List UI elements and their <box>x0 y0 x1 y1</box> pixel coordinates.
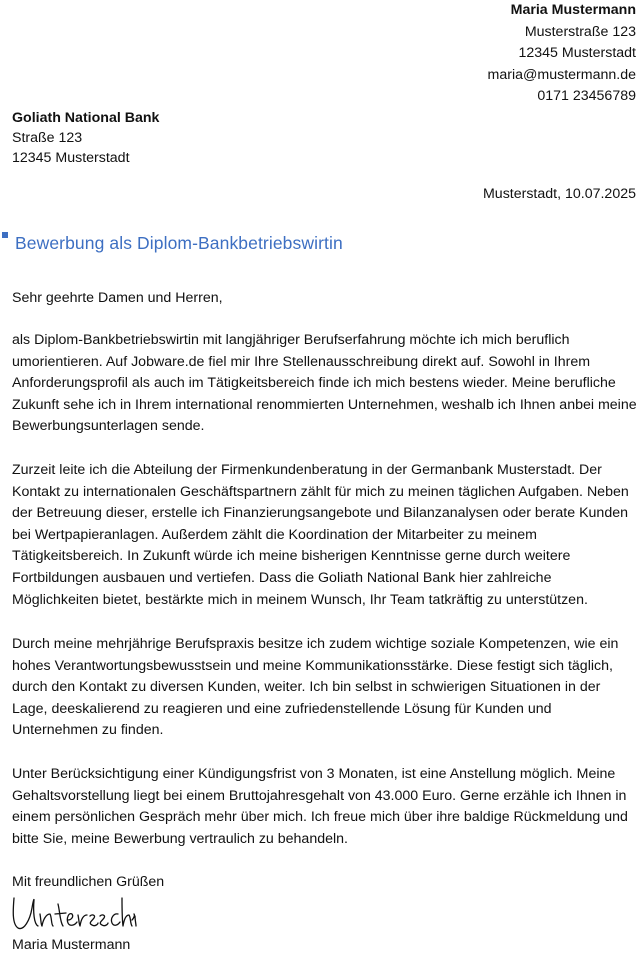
recipient-street: Straße 123 <box>12 130 83 146</box>
body-paragraph-3: Durch meine mehrjährige Berufspraxis besitze ich zudem wichtige soziale Kompetenzen, wie ein hohes Verantwortungsbewusstsein und meine Kommunikationsstärke. Diese festigt sich täglich, durch den Kontakt zu diversen Kunden, weiter. Ich bin selbst in schwierigen Situationen in der Lage, deeskalierend zu reagieren und eine zufriedenstellende Lösung für Kunden und Unternehmen zu finden. <box>12 636 619 739</box>
sender-name: Maria Mustermann <box>510 2 636 18</box>
body-paragraph-1: als Diplom-Bankbetriebswirtin mit langjähriger Berufserfahrung möchte ich mich beruflich umorientieren. Auf Jobware.de fiel mir Ihre Stellenausschreibung direkt auf. Sowohl in Ihrem Anforderungsprofil als auch im Tätigkeitsbereich finde ich mich bestens wieder. Meine berufliche Zukunft sehe ich in Ihrem international renommierten Unternehmen, weshalb ich Ihnen anbei meine Bewerbungsunterlagen sende. <box>12 332 637 435</box>
subject-marker <box>2 232 8 238</box>
recipient-address-block <box>12 108 159 168</box>
letter-subject: Bewerbung als Diplom-Bankbetriebswirtin <box>15 233 343 253</box>
recipient-city: 12345 Musterstadt <box>12 150 130 166</box>
sender-email: maria@mustermann.de <box>487 66 636 83</box>
sender-address-block <box>488 0 636 108</box>
closing-phrase: Mit freundlichen Grüßen <box>12 874 165 890</box>
body-paragraph-4: Unter Berücksichtigung einer Kündigungsfrist von 3 Monaten, ist eine Anstellung möglich. Meine Gehaltsvorstellung liegt bei einem Bruttojahresgehalt von 43.000 Euro. Gerne erzähle ich Ihnen in einem persönlichen Gespräch mehr über mich. Ich freue mich über ihre baldige Rückmeldung und bitte Sie, meine Bewerbung vertraulich zu behandeln. <box>12 766 628 847</box>
sender-street: Musterstraße 123 <box>524 23 636 40</box>
sender-city: 12345 Musterstadt <box>518 45 636 61</box>
handwritten-signature <box>8 890 138 936</box>
signer-name: Maria Mustermann <box>12 937 131 953</box>
salutation: Sehr geehrte Damen und Herren, <box>12 290 223 306</box>
recipient-bank-name: Goliath National Bank <box>12 110 160 126</box>
sender-phone: 0171 23456789 <box>537 88 636 104</box>
letter-date: Musterstadt, 10.07.2025 <box>482 186 636 202</box>
body-paragraph-2: Zurzeit leite ich die Abteilung der Firmenkundenberatung in der Germanbank Musterstadt. Der Kontakt zu internationalen Geschäftspartnern zählt für mich zu meinen täglichen Aufgaben. Neben der Betreuung dieser, erstelle ich Finanzierungsangebote und Bilanzanalysen oder berate Kunden bei Wertpapieranlagen. Außerdem zählt die Koordination der Mitarbeiter zu meinem Tätigkeitsbereich. In Zukunft würde ich meine bisherigen Kenntnisse gerne durch weitere Fortbildungen ausbauen und vertiefen. Dass die Goliath National Bank hier zahlreiche Möglichkeiten bietet, bestärkte mich in meinem Wunsch, Ihr Team tatkräftig zu unterstützen. <box>12 462 629 608</box>
